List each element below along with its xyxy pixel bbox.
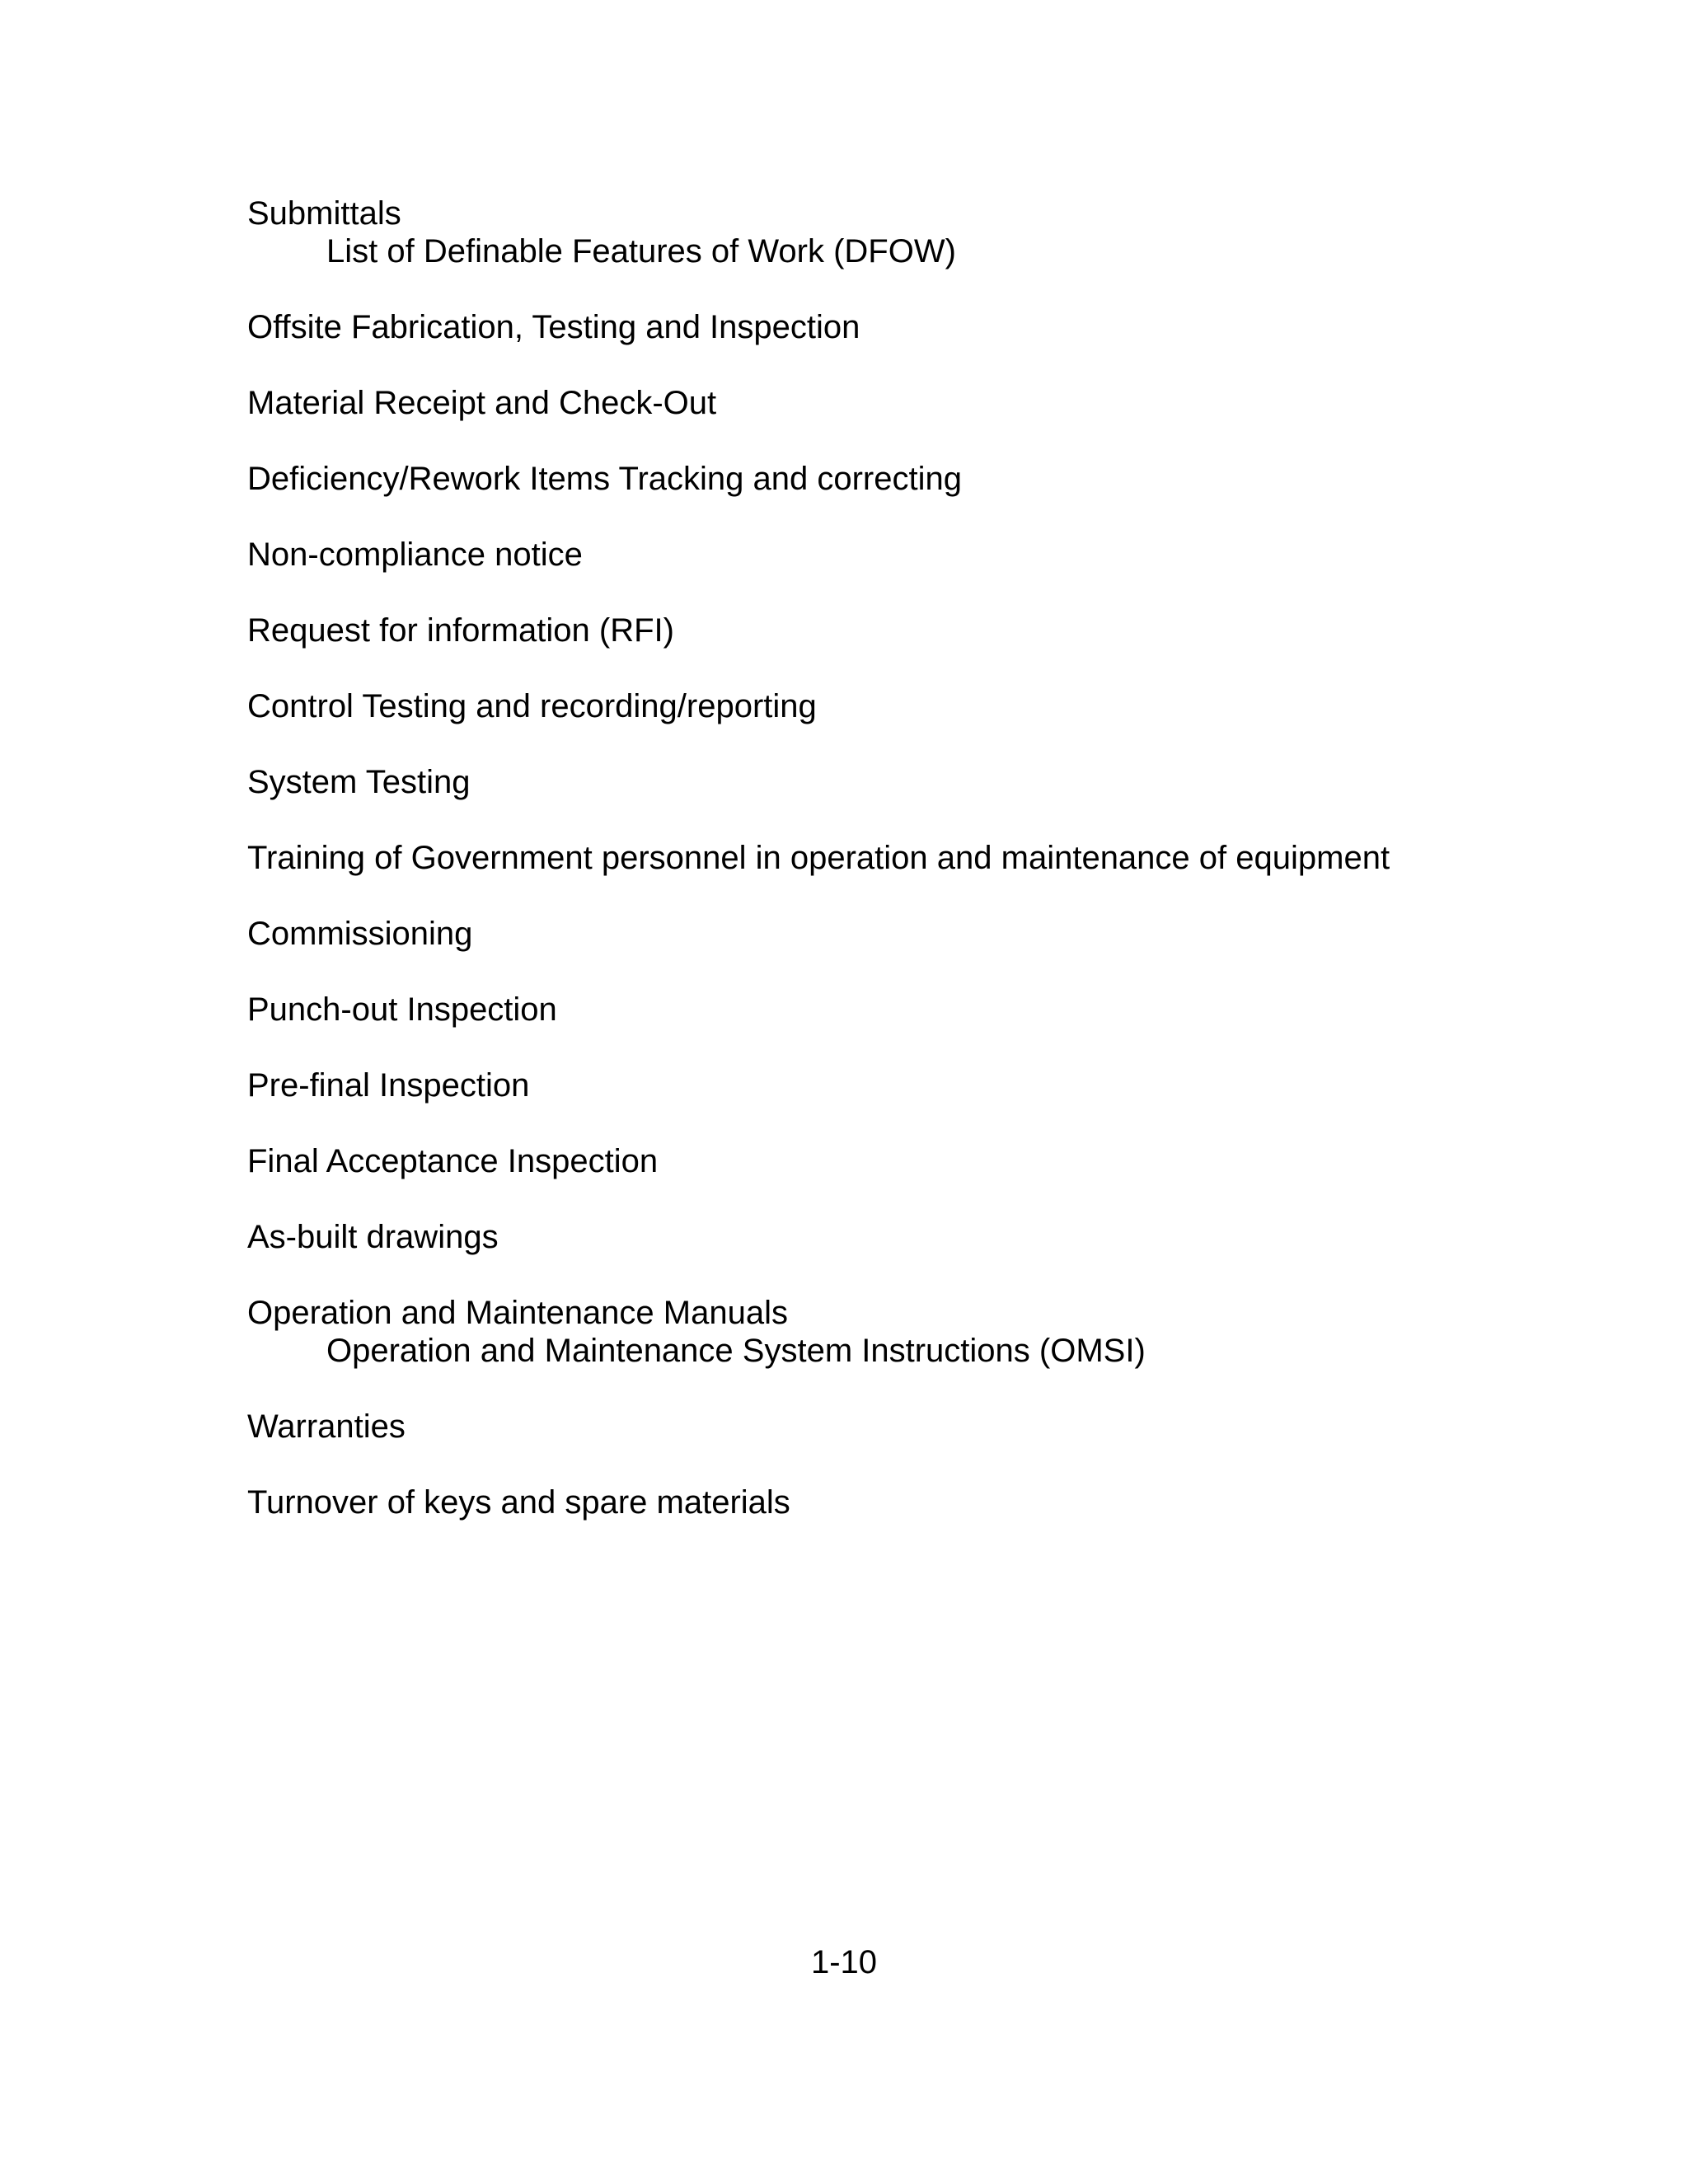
list-item-label: Non-compliance notice xyxy=(247,537,583,573)
list-item xyxy=(247,1483,1566,1521)
list-item-label: Control Testing and recording/reporting xyxy=(247,688,817,724)
list-item xyxy=(247,308,1566,346)
list-item-label: Commissioning xyxy=(247,916,473,952)
list-item xyxy=(247,460,1566,498)
list-item-label: System Testing xyxy=(247,764,471,800)
list-item-label: Turnover of keys and spare materials xyxy=(247,1484,790,1521)
list-item xyxy=(247,384,1566,422)
list-subitem-label: List of Definable Features of Work (DFOW) xyxy=(326,233,956,269)
list-item xyxy=(247,991,1566,1029)
feature-list xyxy=(247,194,1566,1559)
list-item-label: Deficiency/Rework Items Tracking and correcting xyxy=(247,461,962,497)
list-item-label: Submittals xyxy=(247,195,401,232)
list-item xyxy=(247,612,1566,649)
list-item xyxy=(247,839,1566,877)
list-item-label: Pre-final Inspection xyxy=(247,1067,530,1104)
list-subitem-label: Operation and Maintenance System Instructions (OMSI) xyxy=(326,1333,1146,1369)
list-item-label: Material Receipt and Check-Out xyxy=(247,385,717,421)
list-item-label: Warranties xyxy=(247,1408,406,1445)
list-item-label: Punch-out Inspection xyxy=(247,991,557,1028)
list-item xyxy=(247,1218,1566,1256)
list-item xyxy=(247,1294,1566,1370)
list-item-label: Offsite Fabrication, Testing and Inspection xyxy=(247,309,860,345)
list-item-label: As-built drawings xyxy=(247,1219,499,1255)
list-item xyxy=(247,763,1566,801)
list-item-label: Request for information (RFI) xyxy=(247,612,674,649)
page-number: 1-10 xyxy=(810,1944,878,1980)
list-item xyxy=(247,1066,1566,1104)
list-item xyxy=(247,194,1566,270)
list-item xyxy=(247,915,1566,953)
list-item xyxy=(247,1142,1566,1180)
list-item xyxy=(247,536,1566,574)
list-item-label: Final Acceptance Inspection xyxy=(247,1143,659,1179)
list-item-label: Training of Government personnel in operation and maintenance of equipment xyxy=(247,840,1390,876)
list-item-label: Operation and Maintenance Manuals xyxy=(247,1295,788,1331)
list-item xyxy=(247,1408,1566,1446)
list-item xyxy=(247,687,1566,725)
